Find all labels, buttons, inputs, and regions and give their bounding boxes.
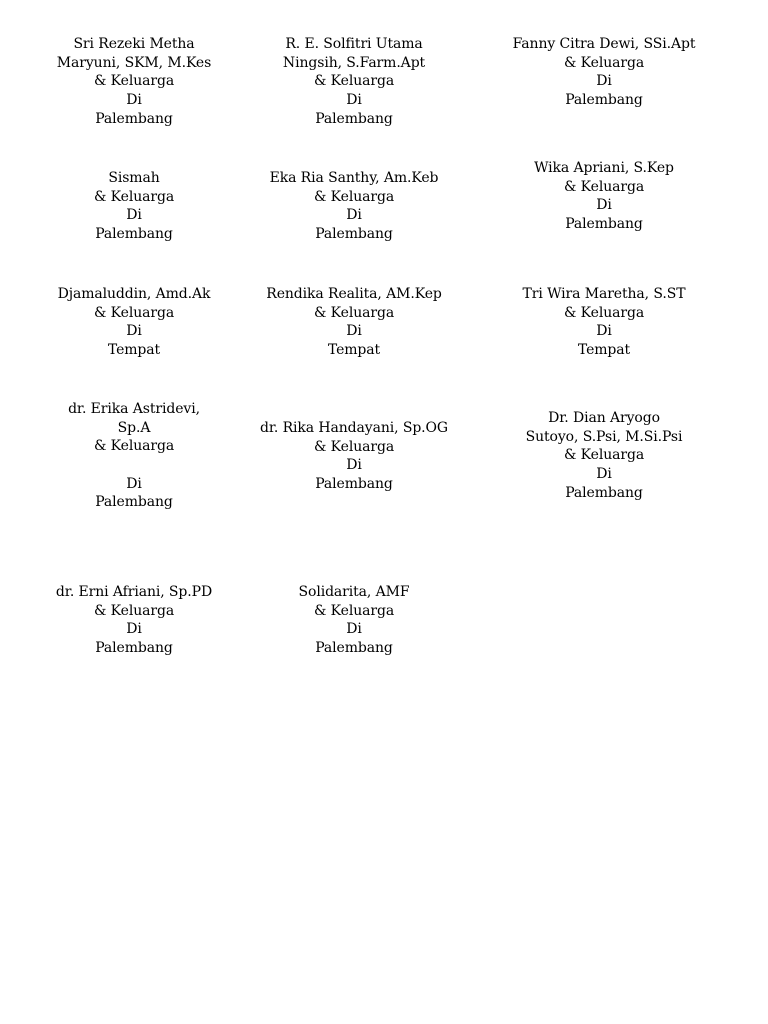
label-line: Palembang [565, 216, 643, 233]
label-line: Tempat [327, 342, 381, 359]
label-line: & Keluarga [313, 73, 395, 90]
label-line: Di [596, 466, 612, 483]
label-line: & Keluarga [313, 438, 395, 455]
address-label [489, 285, 719, 360]
label-line: Tri Wira Maretha, S.ST [522, 286, 686, 302]
label-line: Palembang [315, 110, 393, 127]
address-label [19, 35, 249, 128]
label-line: Palembang [95, 494, 173, 511]
address-label [19, 400, 249, 512]
label-line: Di [596, 197, 612, 214]
label-line: Di [346, 457, 362, 474]
label-line: dr. Erika Astridevi, [68, 401, 200, 417]
label-line: Di [126, 207, 142, 224]
label-line: & Keluarga [93, 188, 175, 205]
label-line: Sismah [108, 170, 160, 186]
label-line: & Keluarga [93, 304, 175, 321]
label-line: & Keluarga [563, 447, 645, 464]
label-line: Di [346, 323, 362, 340]
label-line: Fanny Citra Dewi, SSi.Apt [512, 36, 696, 52]
label-line: & Keluarga [563, 178, 645, 195]
label-line: Djamaluddin, Amd.Ak [57, 286, 211, 302]
label-line: Di [126, 475, 142, 492]
address-label [489, 409, 719, 502]
address-label [489, 35, 719, 110]
label-line: Di [126, 323, 142, 340]
label-line: Di [346, 621, 362, 638]
label-line: Rendika Realita, AM.Kep [266, 286, 442, 302]
label-line: Wika Apriani, S.Kep [534, 160, 674, 176]
label-line: Di [596, 323, 612, 340]
address-label [239, 285, 469, 360]
address-label [489, 159, 719, 234]
label-line: Palembang [315, 640, 393, 657]
label-line: Ningsih, S.Farm.Apt [282, 54, 426, 71]
label-line [19, 456, 249, 475]
label-line: Di [346, 92, 362, 109]
label-line: Di [126, 621, 142, 638]
label-line: & Keluarga [93, 602, 175, 619]
label-line: Palembang [95, 110, 173, 127]
label-line: & Keluarga [313, 304, 395, 321]
label-line: Di [126, 92, 142, 109]
label-line: R. E. Solfitri Utama [285, 36, 423, 52]
label-line: Sp.A [117, 419, 151, 436]
label-line: dr. Rika Handayani, Sp.OG [259, 420, 448, 436]
label-line: & Keluarga [313, 602, 395, 619]
label-line: Palembang [95, 226, 173, 243]
label-line: & Keluarga [313, 188, 395, 205]
address-label [239, 583, 469, 658]
label-line: Maryuni, SKM, M.Kes [56, 54, 212, 71]
label-line: Di [596, 73, 612, 90]
label-line: Palembang [315, 476, 393, 493]
label-line: Di [346, 207, 362, 224]
label-line: Palembang [565, 92, 643, 109]
address-label [239, 35, 469, 128]
address-label [19, 285, 249, 360]
label-line: Sutoyo, S.Psi, M.Si.Psi [525, 428, 683, 445]
label-line: Tempat [577, 342, 631, 359]
label-line: Dr. Dian Aryogo [548, 410, 660, 426]
label-line: & Keluarga [563, 54, 645, 71]
label-line: Eka Ria Santhy, Am.Keb [269, 170, 439, 186]
label-line: Sri Rezeki Metha [73, 36, 195, 52]
label-line: dr. Erni Afriani, Sp.PD [55, 584, 213, 600]
address-label [239, 419, 469, 494]
address-label [239, 169, 469, 244]
label-line: Palembang [315, 226, 393, 243]
label-line: Solidarita, AMF [298, 584, 410, 600]
address-label [19, 169, 249, 244]
label-line: Tempat [107, 342, 161, 359]
label-line: & Keluarga [563, 304, 645, 321]
address-label [19, 583, 249, 658]
label-line: & Keluarga [93, 73, 175, 90]
label-line: & Keluarga [93, 438, 175, 455]
label-line: Palembang [95, 640, 173, 657]
label-line: Palembang [565, 484, 643, 501]
